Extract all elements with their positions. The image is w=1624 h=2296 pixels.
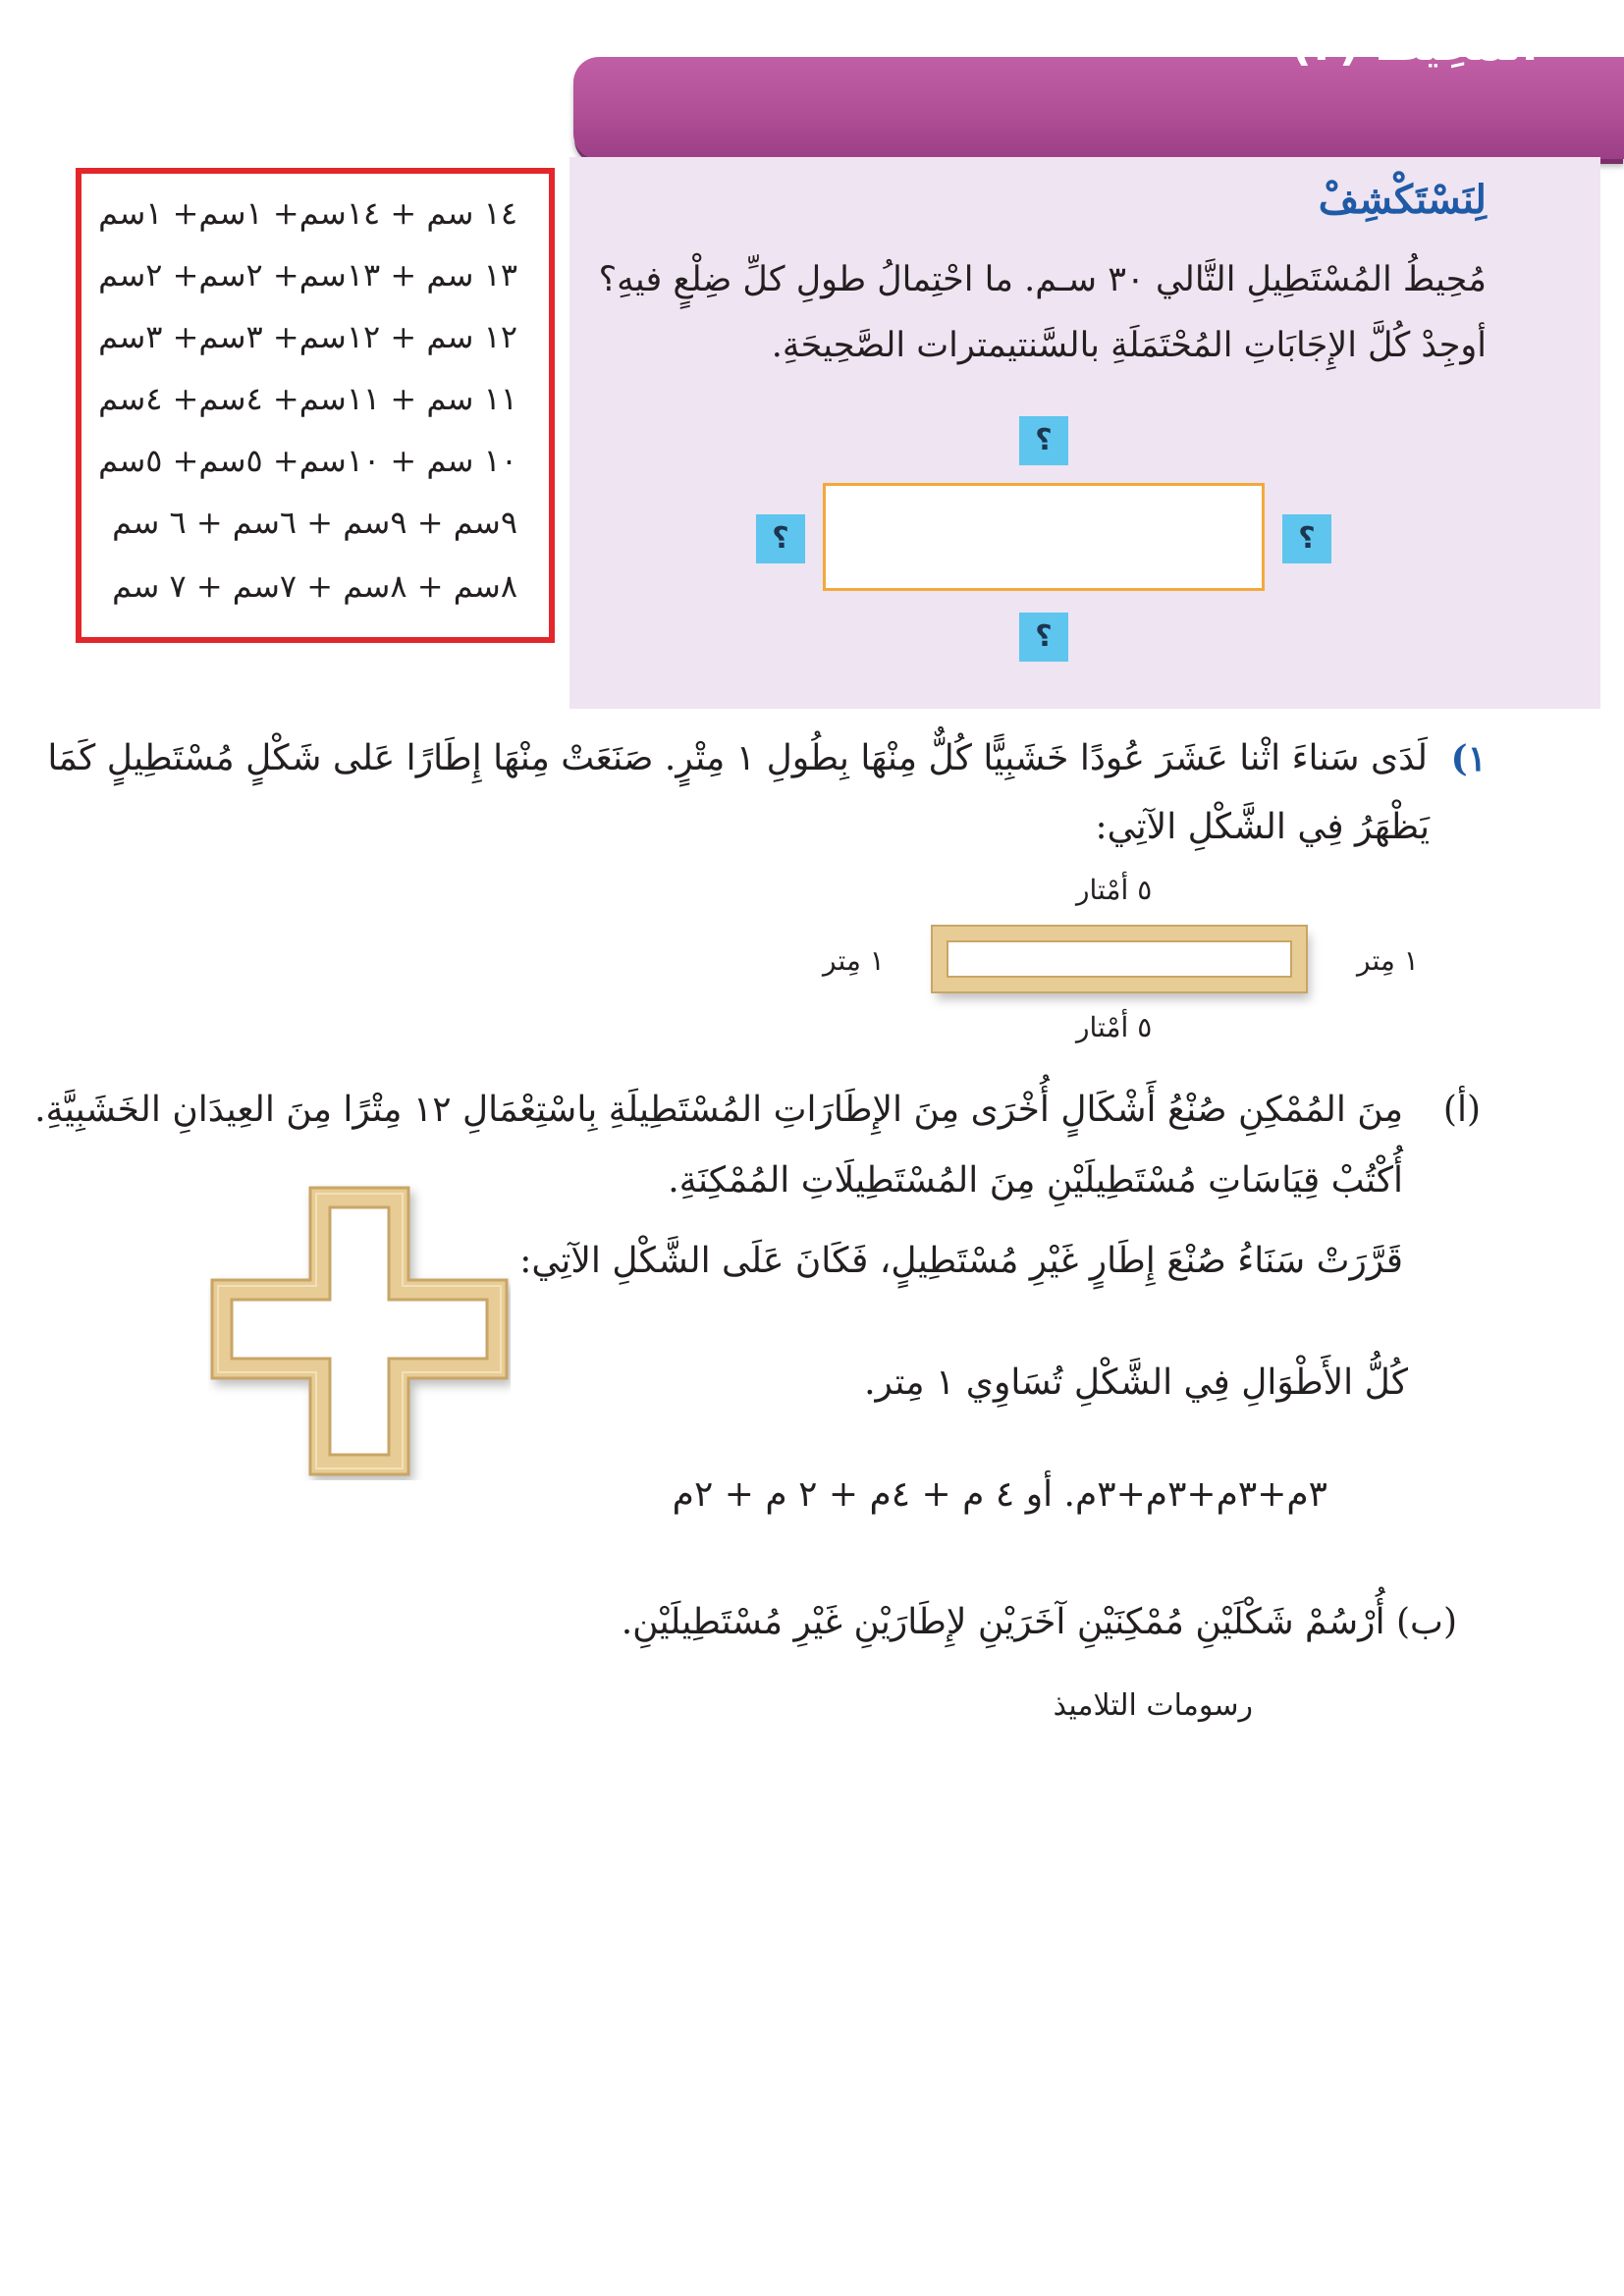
answer-line: ١١ سم + ١١سم+ ٤سم+ ٤سم (98, 380, 517, 417)
part-a-line-3: قَرَّرَتْ سَنَاءُ صُنْعَ إِطَارٍ غَيْرِ مُسْتَطِيلٍ، فَكَانَ عَلَى الشَّكْلِ الآتِي: (519, 1241, 1403, 1281)
unknown-side-bottom: ؟ (1019, 613, 1068, 662)
question-1-line-2: يَظْهَرُ فِي الشَّكْلِ الآتِي: (1095, 807, 1430, 847)
explore-panel (569, 157, 1600, 709)
unknown-side-right: ؟ (1282, 514, 1331, 563)
answer-line: ٨سم + ٨سم + ٧سم + ٧ سم (112, 567, 517, 605)
part-a-line-1: مِنَ المُمْكِنِ صُنْعُ أَشْكَالٍ أُخْرَى مِنَ الإِطَارَاتِ المُسْتَطِيلَةِ بِاسْتِعْمَالِ ١٢ مِتْرًا مِنَ العِيدَانِ الخَشَبِيَّةِ. (34, 1090, 1403, 1130)
page-title: المُحِيطُ (٢) (1290, 18, 1538, 71)
part-a-line-2: أُكْتُبْ قِيَاسَاتِ مُسْتَطِيلَيْنِ مِنَ المُسْتَطِيلَاتِ المُمْكِنَةِ. (668, 1160, 1403, 1201)
frame-label-left: ١ مِتر (823, 944, 885, 977)
part-a-answer: ٣م+٣م+٣م+٣م. أو ٤ م + ٤م + ٢ م + ٢م (672, 1474, 1327, 1515)
unknown-side-left: ؟ (756, 514, 805, 563)
explore-heading: لِنَسْتَكْشِفْ (1318, 177, 1487, 223)
unknown-side-top: ؟ (1019, 416, 1068, 465)
part-a-line-4: كُلُّ الأَطْوَالِ فِي الشَّكْلِ تُسَاوِي ١ مِتر. (864, 1362, 1408, 1403)
answer-line: ٩سم + ٩سم + ٦سم + ٦ سم (112, 504, 517, 541)
part-a-marker: (أ) (1442, 1090, 1481, 1130)
frame-label-bottom: ٥ أمْتار (1076, 1011, 1153, 1043)
explore-question-line-1: مُحِيطُ المُسْتَطِيلِ التَّالي ٣٠ سـم. ما احْتِمالُ طولِ كلِّ ضِلْعٍ فيهِ؟ (598, 260, 1487, 299)
section-banner (573, 57, 1624, 159)
question-1-line-1: لَدَى سَناءَ اثْنا عَشَرَ عُودًا خَشَبِيًّا كُلٌّ مِنْهَا بِطُولِ ١ مِتْرٍ. صَنَعَتْ مِنْهَا إِطَارًا عَلى شَكْلٍ مُسْتَطِيلٍ كَمَا (47, 738, 1428, 778)
rectangle-figure (823, 483, 1265, 591)
frame-label-right: ١ مِتر (1357, 944, 1419, 977)
frame-label-top: ٥ أمْتار (1076, 874, 1153, 906)
explore-question-line-2: أوجِدْ كُلَّ الإِجَابَاتِ المُحْتَمَلَةِ بالسَّنتيمترات الصَّحِيحَةِ. (771, 326, 1487, 365)
answer-line: ١٤ سم + ١٤سم+ ١سم+ ١سم (98, 194, 517, 232)
cross-shaped-frame (208, 1184, 511, 1480)
answer-line: ١٠ سم + ١٠سم+ ٥سم+ ٥سم (98, 442, 517, 479)
answer-line: ١٢ سم + ١٢سم+ ٣سم+ ٣سم (98, 318, 517, 355)
answer-line: ١٣ سم + ١٣سم+ ٢سم+ ٢سم (98, 256, 517, 294)
wooden-rectangle-frame (933, 927, 1306, 991)
part-b-answer: رسومات التلاميذ (1053, 1688, 1253, 1723)
question-number: ١) (1450, 738, 1487, 779)
part-b-line: (ب) أُرْسُمْ شَكْلَيْنِ مُمْكِنَيْنِ آخَرَيْنِ لإِطَارَيْنِ غَيْرِ مُسْتَطِيلَيْنِ. (621, 1602, 1457, 1642)
